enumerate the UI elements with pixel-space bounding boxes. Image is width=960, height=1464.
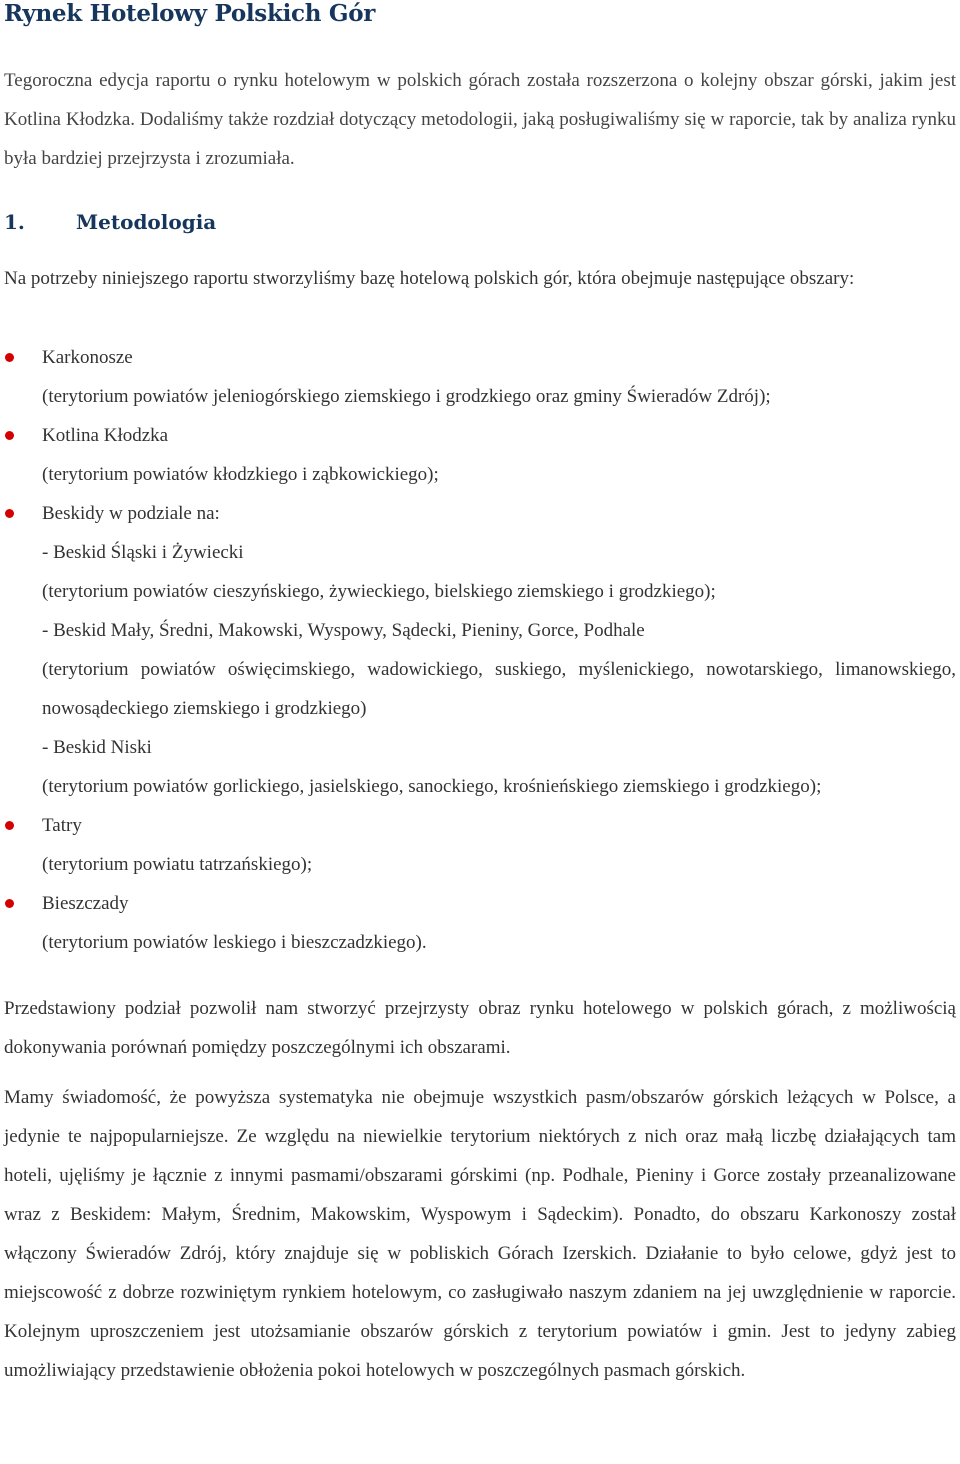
section-lead: Na potrzeby niniejszego raportu stworzyliśmy bazę hotelową polskich gór, która obejmuje następujące obszary: <box>4 268 855 289</box>
region-name: Kotlina Kłodzka <box>42 425 169 446</box>
intro-paragraph: Tegoroczna edycja raportu o rynku hotelowym w polskich górach została rozszerzona o kolejny obszar górski, jakim jest Kotlina Kłodzka. Dodaliśmy także rozdział dotyczący metodologii, jaką posługiwaliśmy się w raporcie, tak by analiza rynku była bardziej przejrzysta i zrozumiała. <box>4 70 956 169</box>
list-item-tatry <box>4 806 956 884</box>
subregion-detail: (terytorium powiatów oświęcimskiego, wadowickiego, suskiego, myślenickiego, nowotarskiego, limanowskiego, nowosądeckiego ziemskiego i grodzkiego) <box>42 659 956 719</box>
region-detail: (terytorium powiatów kłodzkiego i ząbkowickiego); <box>42 464 439 485</box>
subregion-name: - Beskid Niski <box>42 737 152 758</box>
bullet-icon <box>5 509 14 518</box>
document-title: Rynek Hotelowy Polskich Gór <box>4 0 376 27</box>
subregion-detail: (terytorium powiatów gorlickiego, jasielskiego, sanockiego, krośnieńskiego ziemskiego i grodzkiego); <box>42 776 822 797</box>
region-detail: (terytorium powiatów jeleniogórskiego ziemskiego i grodzkiego oraz gminy Świeradów Zdrój); <box>42 386 771 407</box>
subregion-name: - Beskid Śląski i Żywiecki <box>42 542 244 563</box>
region-detail: (terytorium powiatów leskiego i bieszczadzkiego). <box>42 932 427 953</box>
bullet-icon <box>5 431 14 440</box>
paragraph-podzial: Przedstawiony podział pozwolił nam stworzyć przejrzysty obraz rynku hotelowego w polskich górach, z możliwością dokonywania porównań pomiędzy poszczególnymi ich obszarami. <box>4 998 956 1058</box>
bullet-icon <box>5 821 14 830</box>
paragraph-systematyka: Mamy świadomość, że powyższa systematyka nie obejmuje wszystkich pasm/obszarów górskich leżących w Polsce, a jedynie te najpopularniejsze. Ze względu na niewielkie terytorium niektórych z nich oraz małą liczbę działających tam hoteli, ujęliśmy je łącznie z innymi pasmami/obszarami górskimi (np. Podhale, Pieniny i Gorce zostały przeanalizowane wraz z Beskidem: Małym, Średnim, Makowskim, Wyspowym i Sądeckim). Ponadto, do obszaru Karkonoszy został włączony Świeradów Zdrój, który znajduje się w pobliskich Górach Izerskich. Działanie to było celowe, gdyż jest to miejscowość z dobrze rozwiniętym rynkiem hotelowym, co zasługiwało naszym zdaniem na jej uwzględnienie w raporcie. Kolejnym uproszczeniem jest utożsamianie obszarów górskich z terytorium powiatów i gmin. Jest to jedyny zabieg umożliwiający przedstawienie obłożenia pokoi hotelowych w poszczególnych pasmach górskich. <box>4 1087 956 1381</box>
list-item-bieszczady <box>4 884 956 962</box>
region-name: Beskidy w podziale na: <box>42 503 220 524</box>
section-title: Metodologia <box>76 210 217 234</box>
regions-list <box>4 338 956 962</box>
bullet-icon <box>5 353 14 362</box>
list-item-beskidy <box>4 494 956 806</box>
subregion-detail: (terytorium powiatów cieszyńskiego, żywieckiego, bielskiego ziemskiego i grodzkiego); <box>42 581 716 602</box>
region-name: Karkonosze <box>42 347 133 368</box>
subregion-name: - Beskid Mały, Średni, Makowski, Wyspowy, Sądecki, Pieniny, Gorce, Podhale <box>42 620 645 641</box>
section-heading <box>4 206 216 238</box>
list-item-kotlina-klodzka <box>4 416 956 494</box>
region-detail: (terytorium powiatu tatrzańskiego); <box>42 854 313 875</box>
list-item-karkonosze <box>4 338 956 416</box>
region-name: Tatry <box>42 815 82 836</box>
region-name: Bieszczady <box>42 893 129 914</box>
bullet-icon <box>5 899 14 908</box>
section-number: 1. <box>4 210 25 234</box>
